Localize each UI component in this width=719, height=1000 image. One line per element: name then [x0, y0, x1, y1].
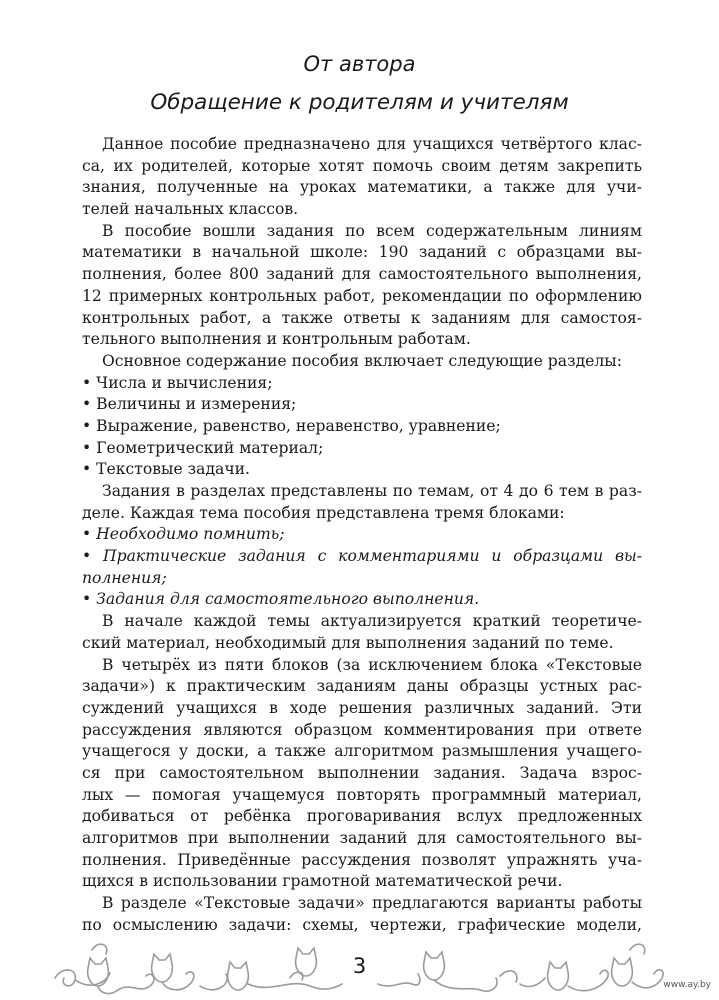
- text-line: ся при самостоятельном выполнении задания. Задача взрос-: [82, 763, 642, 782]
- text-line: В начале каждой темы актуализируется краткий теоретиче-: [102, 612, 642, 631]
- text-line: ский материал, необходимый для выполнения заданий по теме.: [82, 633, 614, 652]
- text-line: 12 примерных контрольных работ, рекомендации по оформлению: [82, 286, 642, 305]
- text-line: деле. Каждая тема пособия представлена тремя блоками:: [82, 503, 565, 522]
- page-title: Обращение к родителям и учителям: [150, 90, 569, 115]
- text-line: лых — помогая учащемуся повторять программный материал,: [82, 785, 642, 804]
- text-line: полнения;: [82, 568, 167, 587]
- text-line: В пособие вошли задания по всем содержательным линиям: [102, 221, 642, 240]
- text-line: • Текстовые задачи.: [82, 460, 251, 479]
- text-line: Данное пособие предназначено для учащихся четвёртого клас-: [102, 135, 642, 153]
- text-line: • Числа и вычисления;: [82, 373, 273, 392]
- text-line: • Геометрический материал;: [82, 438, 324, 457]
- text-line: • Величины и измерения;: [82, 395, 297, 414]
- text-line: суждений учащихся в ходе решения различных заданий. Эти: [82, 698, 642, 717]
- text-line: тельного выполнения и контрольным работам.: [82, 330, 471, 349]
- text-line: полнения. Приведённые рассуждения позволят упражнять уча-: [82, 850, 642, 869]
- text-line: рассуждения являются образцом комментирования при ответе: [82, 720, 642, 739]
- text-line: алгоритмов при выполнении заданий для самостоятельного вы-: [82, 829, 642, 847]
- text-line: математики в начальной школе: 190 заданий с образцами вы-: [82, 243, 642, 262]
- text-line: • Необходимо помнить;: [82, 525, 285, 544]
- text-line: Основное содержание пособия включает следующие разделы:: [102, 351, 622, 370]
- text-line: контрольных работ, а также ответы к заданиям для самостоя-: [82, 308, 642, 327]
- text-line: по осмыслению задачи: схемы, чертежи, графические модели,: [82, 915, 642, 934]
- body-text: [82, 134, 642, 936]
- text-line: В разделе «Текстовые задачи» предлагаются варианты работы: [102, 894, 642, 913]
- text-line: добиваться от ребёнка проговаривания вслух предложенных: [82, 807, 642, 826]
- page-number: 3: [352, 954, 367, 978]
- text-line: полнения, более 800 заданий для самостоятельного выполнения,: [82, 265, 642, 284]
- text-line: телей начальных классов.: [82, 200, 299, 219]
- section-label: От автора: [303, 52, 416, 76]
- text-line: задачи») к практическим заданиям даны образцы устных рас-: [82, 677, 642, 696]
- text-line: са, их родителей, которые хотят помочь своим детям закрепить: [82, 156, 642, 175]
- watermark: www.ay.by: [663, 980, 711, 990]
- text-line: В четырёх из пяти блоков (за исключением блока «Текстовые: [102, 655, 642, 674]
- text-line: щихся в использовании грамотной математической речи.: [82, 872, 563, 891]
- text-line: учащегося у доски, а также алгоритмом размышления учащего-: [82, 742, 642, 761]
- text-line: Задания в разделах представлены по темам, от 4 до 6 тем в раз-: [102, 482, 642, 500]
- text-line: • Задания для самостоятельного выполнения.: [82, 590, 480, 609]
- text-line: знания, полученные на уроках математики, а также для учи-: [82, 178, 642, 197]
- text-line: • Практические задания с комментариями и образцами вы-: [82, 547, 642, 566]
- text-line: • Выражение, равенство, неравенство, уравнение;: [82, 416, 501, 435]
